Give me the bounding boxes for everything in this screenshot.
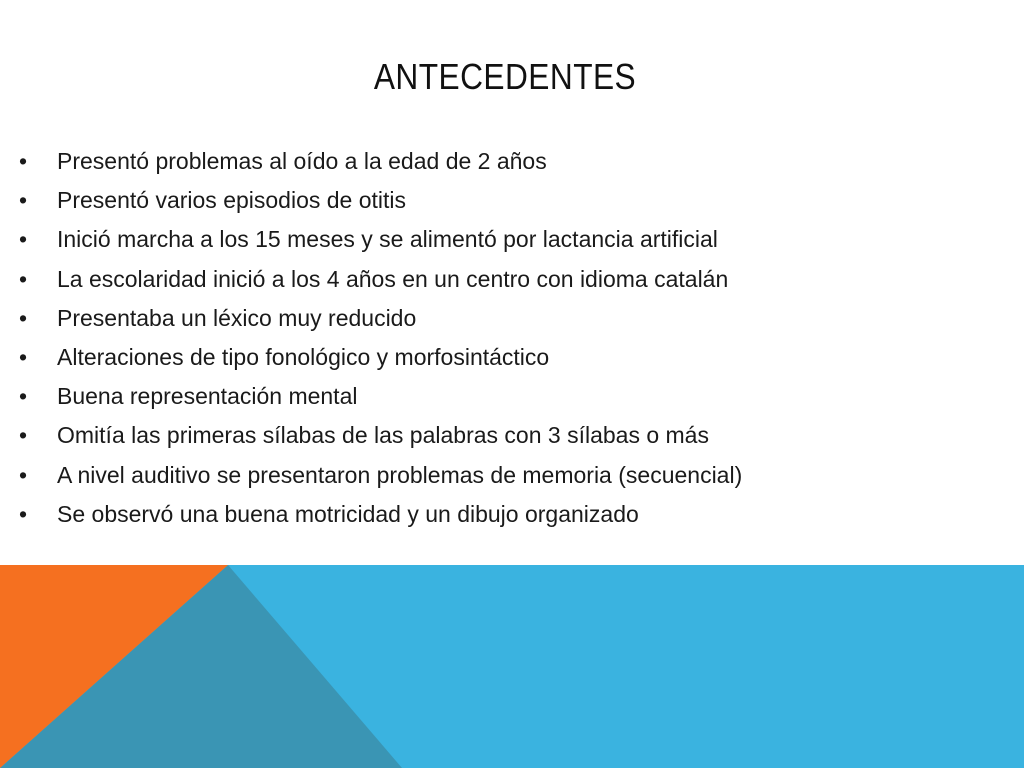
slide-title: ANTECEDENTES (373, 56, 637, 97)
bullet-icon: • (18, 226, 28, 253)
list-item-text: Se observó una buena motricidad y un dibujo organizado (57, 500, 639, 527)
list-item-text: Omitía las primeras sílabas de las palabras con 3 sílabas o más (57, 422, 709, 449)
list-item-text: Presentó varios episodios de otitis (57, 187, 407, 214)
bullet-icon: • (18, 343, 28, 370)
list-item-text: Presentaba un léxico muy reducido (57, 304, 417, 331)
list-item-text: Buena representación mental (57, 383, 358, 410)
decorative-footer (0, 565, 1024, 768)
list-item-text: Alteraciones de tipo fonológico y morfosintáctico (57, 343, 550, 370)
list-item (0, 142, 1000, 181)
bullet-icon: • (18, 148, 28, 174)
bullet-icon: • (18, 265, 28, 292)
bullet-list (0, 142, 1000, 534)
list-item (0, 338, 1000, 377)
bullet-icon: • (18, 500, 28, 527)
list-item (0, 220, 1000, 259)
bullet-icon: • (18, 383, 28, 410)
list-item (0, 299, 1000, 338)
list-item-text: La escolaridad inició a los 4 años en un centro con idioma catalán (57, 265, 729, 292)
bullet-icon: • (18, 461, 28, 488)
list-item-text: Inició marcha a los 15 meses y se alimentó por lactancia artificial (57, 226, 718, 253)
list-item (0, 456, 1000, 495)
bullet-icon: • (18, 187, 28, 214)
bullet-icon: • (18, 422, 28, 449)
list-item-text: Presentó problemas al oído a la edad de 2 años (57, 148, 547, 174)
list-item (0, 181, 1000, 220)
bullet-icon: • (18, 304, 28, 331)
list-item-text: A nivel auditivo se presentaron problemas de memoria (secuencial) (57, 461, 743, 488)
list-item (0, 495, 1000, 534)
list-item (0, 377, 1000, 416)
list-item (0, 416, 1000, 455)
list-item (0, 260, 1000, 299)
